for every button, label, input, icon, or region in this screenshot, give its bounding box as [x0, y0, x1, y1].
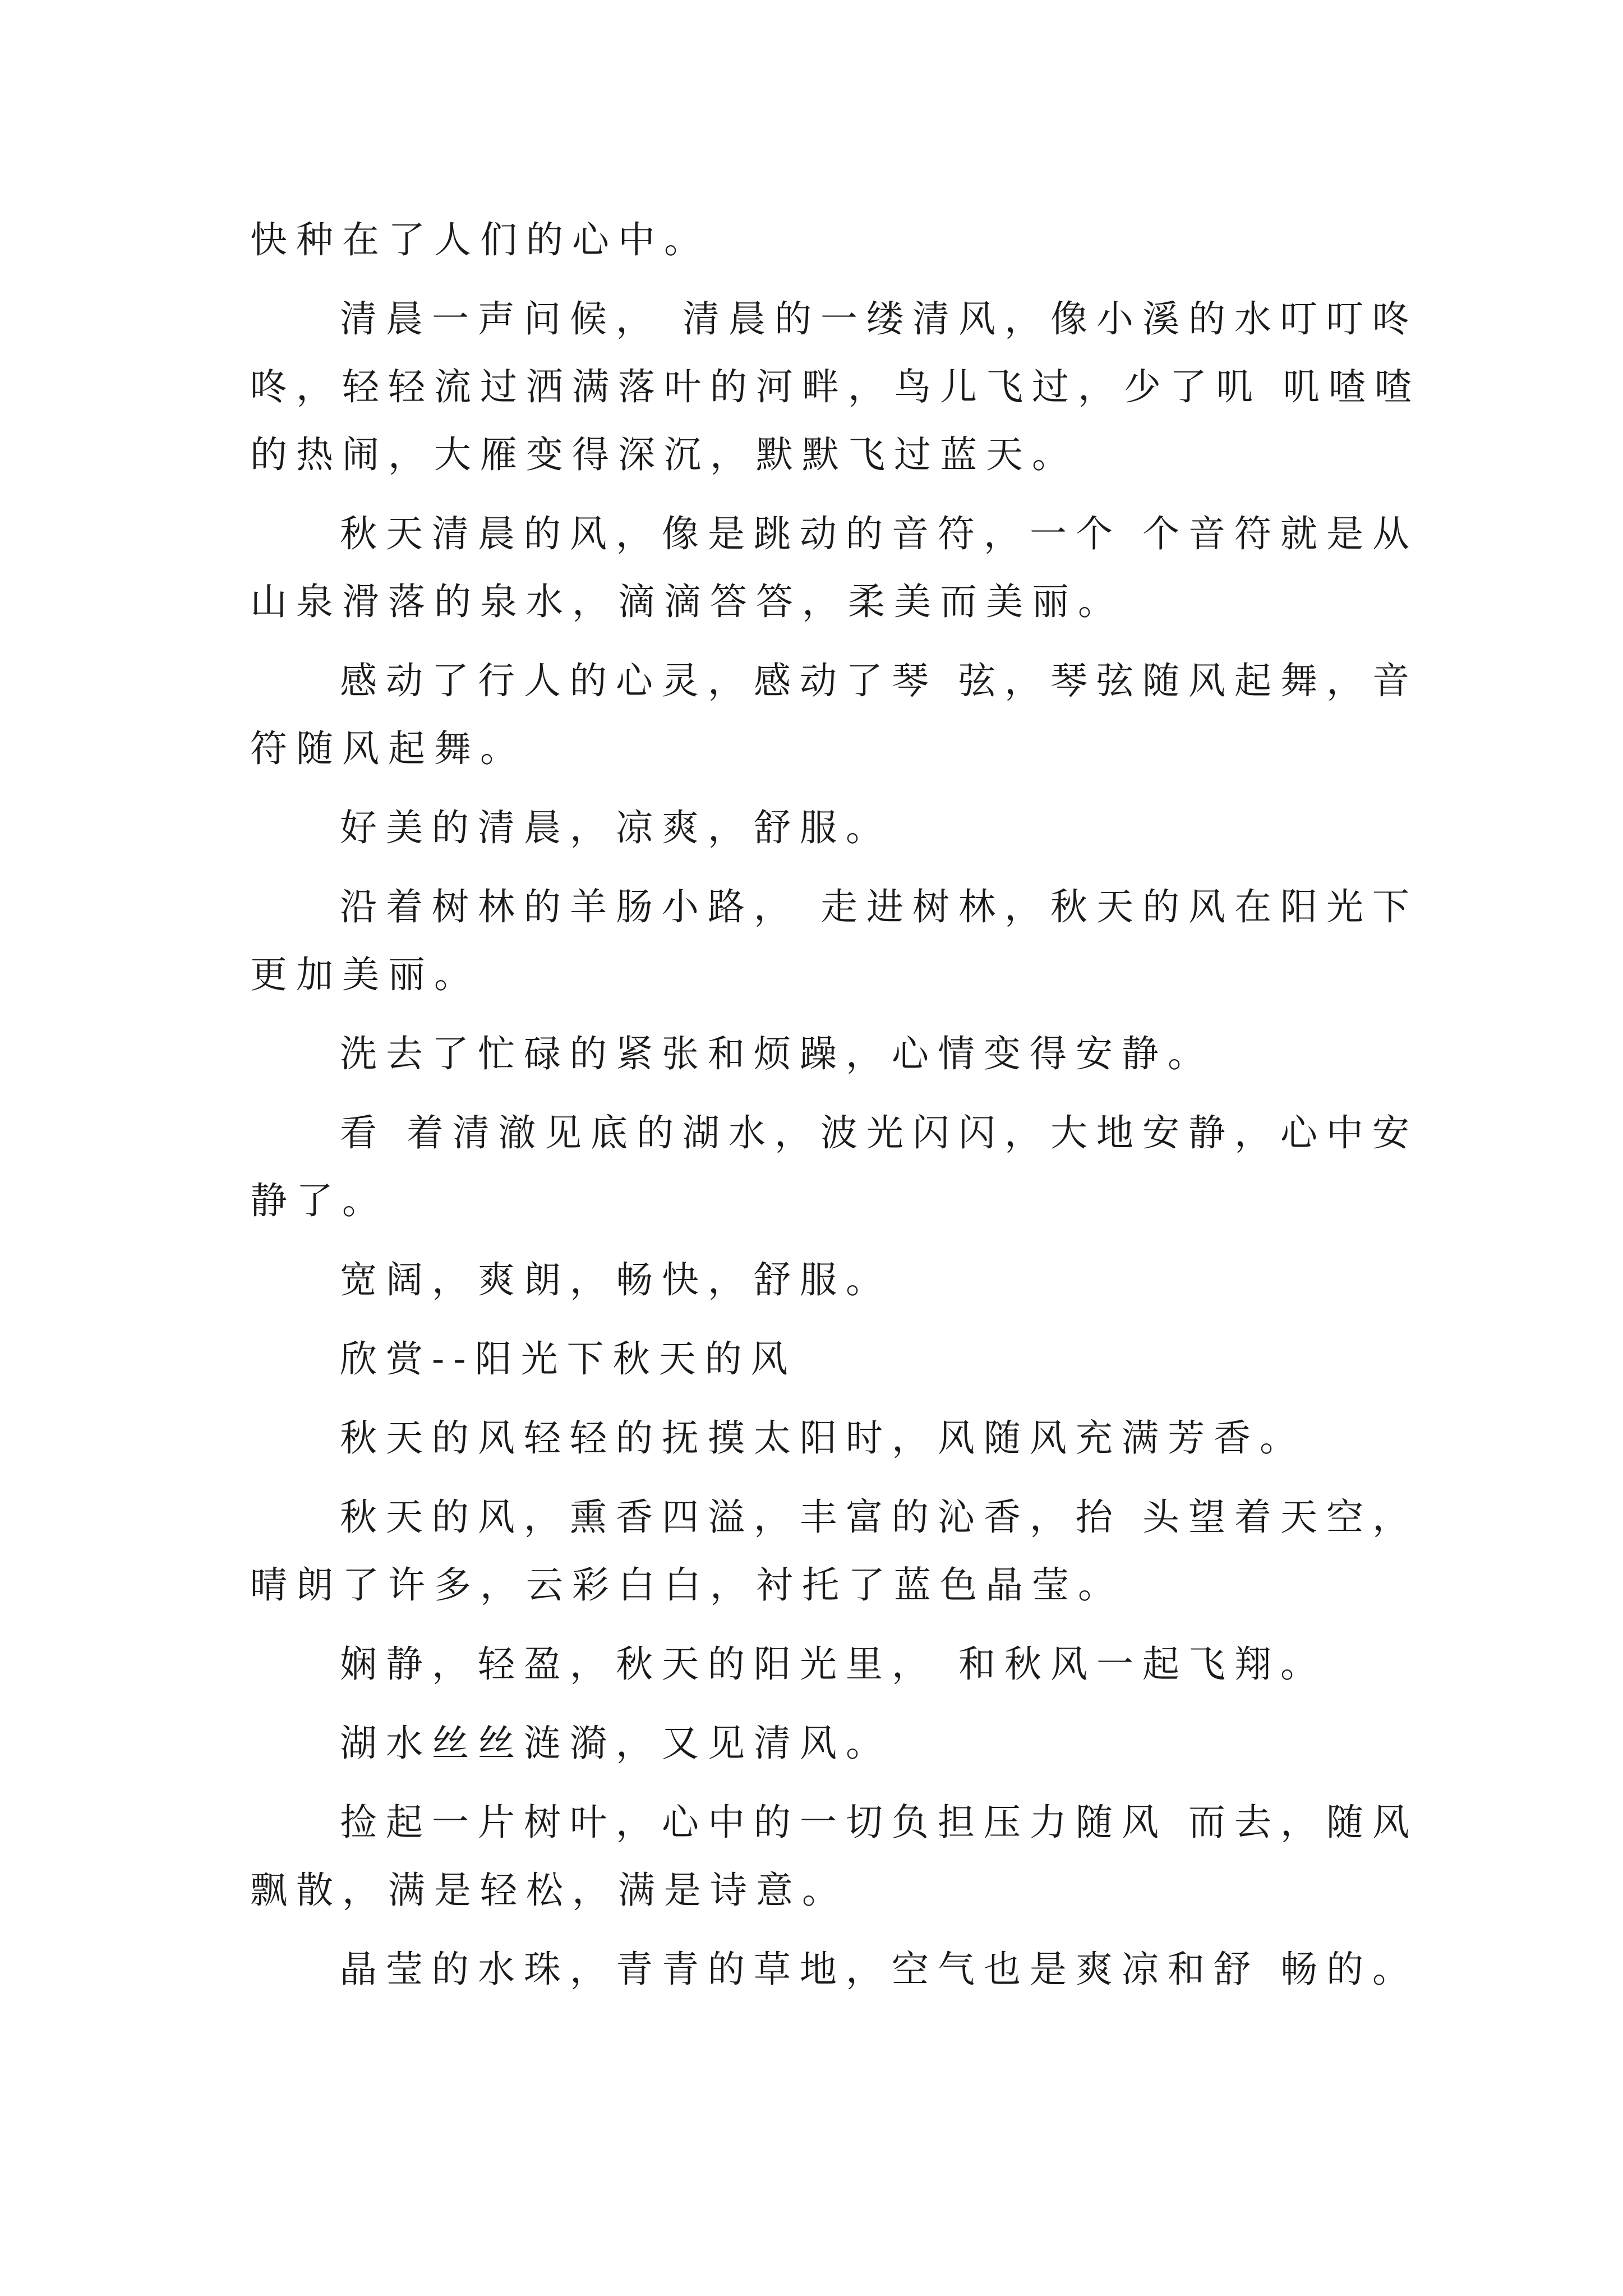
text-line: 湖水丝丝涟漪，又见清风。: [340, 1722, 892, 1765]
text-line: 清晨一声问候， 清晨的一缕清风，像小溪的水叮叮咚: [340, 297, 1418, 341]
text-line: 欣赏--阳光下秋天的风: [340, 1337, 797, 1381]
text-line: 符随风起舞。: [250, 727, 526, 770]
text-line: 的热闹，大雁变得深沉，默默飞过蓝天。: [250, 433, 1078, 476]
text-line: 秋天的风，熏香四溢，丰富的沁香，抬 头望着天空，: [340, 1496, 1418, 1539]
text-line: 山泉滑落的泉水，滴滴答答，柔美而美丽。: [250, 580, 1124, 623]
text-line: 飘散，满是轻松，满是诗意。: [250, 1869, 848, 1912]
text-line: 秋天清晨的风，像是跳动的音符，一个 个音符就是从: [340, 512, 1418, 555]
text-line: 秋天的风轻轻的抚摸太阳时，风随风充满芳香。: [340, 1416, 1306, 1460]
text-line: 洗去了忙碌的紧张和烦躁，心情变得安静。: [340, 1032, 1214, 1075]
text-line: 晴朗了许多，云彩白白，衬托了蓝色晶莹。: [250, 1563, 1124, 1607]
text-line: 快种在了人们的心中。: [250, 218, 710, 261]
text-line: 宽阔，爽朗，畅快，舒服。: [340, 1258, 892, 1301]
text-line: 晶莹的水珠，青青的草地，空气也是爽凉和舒 畅的。: [340, 1948, 1418, 1991]
text-line: 娴静，轻盈，秋天的阳光里， 和秋风一起飞翔。: [340, 1642, 1326, 1686]
text-line: 咚，轻轻流过洒满落叶的河畔，鸟儿飞过，少了叽 叽喳喳: [250, 365, 1421, 408]
text-line: 静了。: [250, 1179, 388, 1222]
text-line: 看 着清澈见底的湖水，波光闪闪，大地安静，心中安: [340, 1111, 1418, 1154]
text-line: 好美的清晨，凉爽，舒服。: [340, 806, 892, 849]
text-line: 沿着树林的羊肠小路， 走进树林，秋天的风在阳光下: [340, 885, 1418, 928]
text-line: 感动了行人的心灵，感动了琴 弦，琴弦随风起舞，音: [340, 659, 1418, 702]
text-line: 更加美丽。: [250, 953, 480, 996]
text-line: 捡起一片树叶，心中的一切负担压力随风 而去，随风: [340, 1801, 1418, 1844]
